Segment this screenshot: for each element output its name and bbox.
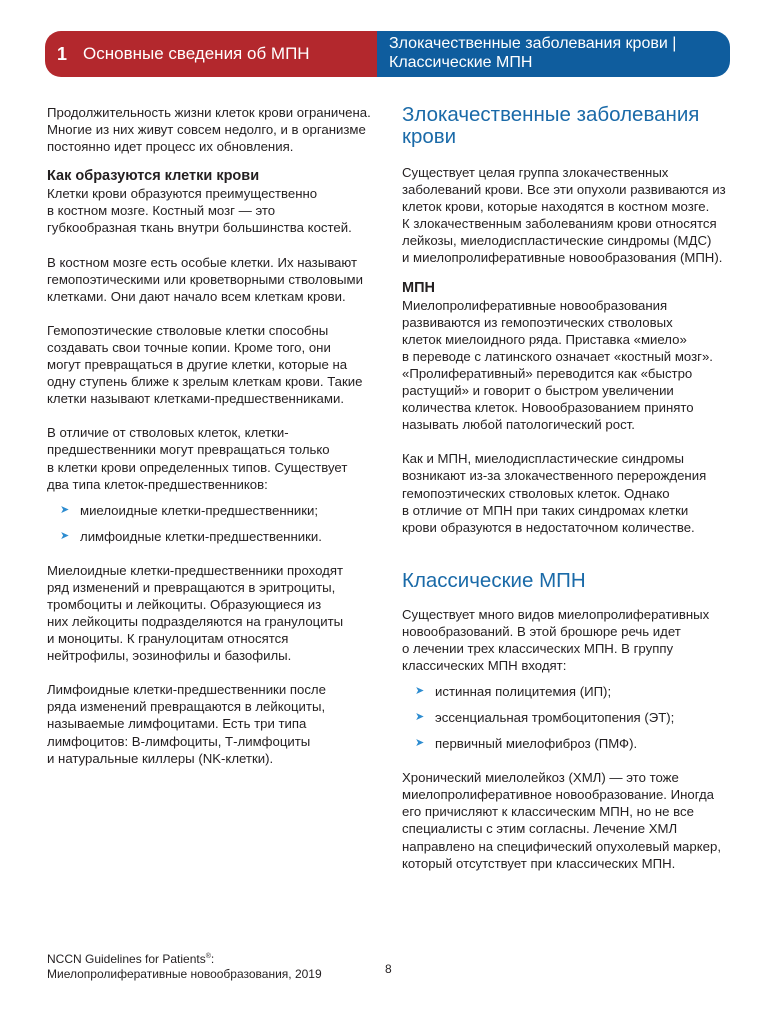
chevron-right-icon: ➤	[415, 737, 425, 750]
text-line: специалисты с этим согласны. Лечение ХМЛ	[402, 821, 678, 837]
paragraph	[47, 424, 372, 492]
text-line: создавать свои точные копии. Кроме того, они	[47, 339, 331, 355]
text-line: Существует целая группа злокачественных	[402, 165, 669, 180]
section-title-line: Злокачественные заболевания крови |	[389, 35, 677, 52]
footer-guideline-title	[47, 952, 214, 966]
left-column	[47, 104, 372, 767]
chevron-right-icon: ➤	[60, 503, 70, 516]
text-line: о лечении трех классических МПН. В группу	[402, 640, 674, 656]
list-item	[402, 735, 737, 752]
text-line: называемые лимфоцитами. Есть три типа	[47, 716, 307, 732]
page-number: 8	[385, 962, 392, 976]
section-header	[377, 31, 730, 77]
paragraph	[47, 322, 372, 407]
text-line: в отличие от МПН при таких синдромах клетки	[402, 502, 689, 518]
classic-mpn-list	[402, 683, 737, 752]
chevron-right-icon: ➤	[60, 529, 70, 542]
list-item-text: эссенциальная тромбоцитопения (ЭТ);	[435, 710, 675, 726]
chapter-header	[45, 31, 377, 77]
list-item	[47, 528, 372, 545]
section-heading: Как образуются клетки крови	[47, 168, 260, 185]
text-line: Гемопоэтические стволовые клетки способны	[47, 322, 329, 338]
text-line: клетки называют клетками-предшественниками.	[47, 391, 344, 407]
text-line: в клетки крови определенных типов. Существует	[47, 459, 348, 475]
text-line: «Пролиферативный» переводится как «быстро	[402, 365, 693, 381]
text-line: В отличие от стволовых клеток, клетки-	[47, 425, 289, 441]
chapter-title: Основные сведения об МПН	[83, 44, 310, 63]
section-heading: Классические МПН	[402, 568, 586, 592]
paragraph	[47, 562, 372, 665]
text-line: В костном мозге есть особые клетки. Их называют	[47, 254, 358, 270]
text-line: направлено на специфический опухолевый маркер,	[402, 838, 721, 854]
text-line: клеток миелоидного ряда. Приставка «миело»	[402, 331, 687, 347]
footer-colon: :	[210, 952, 215, 966]
text-line: постоянно идет процесс их обновления.	[47, 139, 294, 155]
text-line: Как и МПН, миелодиспластические синдромы	[402, 451, 684, 467]
text-line: два типа клеток-предшественников:	[47, 476, 268, 492]
text-line: лимфоцитов: В-лимфоциты, Т-лимфоциты	[47, 733, 311, 749]
text-line: могут превращаться в другие клетки, которые на	[47, 357, 348, 373]
chevron-right-icon: ➤	[415, 711, 425, 724]
paragraph	[47, 681, 372, 766]
progenitor-list	[47, 502, 372, 545]
paragraph	[402, 297, 737, 434]
text-line: Существует много видов миелопролиферативных	[402, 606, 710, 622]
intro-paragraph	[47, 104, 372, 155]
text-line: и моноциты. К гранулоцитам относятся	[47, 631, 289, 647]
list-item	[47, 502, 372, 519]
text-line: в переводе с латинского означает «костный мозг».	[402, 348, 713, 364]
text-line: тромбоциты и лейкоциты. Образующиеся из	[47, 596, 322, 612]
subsection-heading: МПН	[402, 279, 435, 296]
footer	[47, 949, 322, 982]
text-line: возникают из-за злокачественного перерождения	[402, 468, 707, 484]
list-item-text: миелоидные клетки-предшественники;	[80, 502, 319, 518]
text-line: лейкозы, миелодиспластические синдромы (МДС)	[402, 233, 712, 249]
list-item-text: первичный миелофиброз (ПМФ).	[435, 736, 638, 752]
text-line: растущий» и говорит о быстром увеличении	[402, 383, 674, 399]
paragraph	[402, 606, 737, 674]
section-title-line: Классические МПН	[389, 54, 533, 71]
list-item	[402, 709, 737, 726]
text-line: заболеваний крови. Все эти опухоли развиваются из	[402, 182, 726, 198]
text-line: ряда изменений превращаются в лейкоциты,	[47, 699, 326, 715]
paragraph	[47, 185, 372, 236]
text-line: гемопоэтических стволовых клеток. Однако	[402, 485, 670, 501]
paragraph	[47, 254, 372, 305]
text-line: новообразований. В этой брошюре речь идет	[402, 623, 681, 639]
text-line: количества клеток. Новообразованием принято	[402, 400, 694, 416]
heading-line: Злокачественные заболевания	[402, 103, 700, 126]
paragraph	[402, 450, 737, 535]
text-line: миелопролиферативное новообразование. Иногда	[402, 787, 714, 803]
text-line: в костном мозге. Костный мозг — это	[47, 203, 276, 219]
text-line: предшественники могут превращаться только	[47, 442, 330, 458]
heading-line: крови	[402, 125, 457, 148]
text-line: одну ступень ближе к зрелым клеткам крови. Такие	[47, 374, 363, 390]
text-line: Многие из них живут совсем недолго, и в организме	[47, 122, 366, 138]
chapter-number: 1	[57, 43, 68, 64]
text-line: который отсутствует при классических МПН.	[402, 855, 676, 871]
text-line: К злокачественным заболеваниям крови относятся	[402, 216, 717, 232]
list-item-text: истинная полицитемия (ИП);	[435, 684, 612, 700]
text-line: крови образуются в недостаточном количестве.	[402, 519, 695, 535]
list-item	[402, 683, 737, 700]
footer-subtitle: Миелопролиферативные новообразования, 2019	[47, 967, 322, 981]
text-line: губкообразная ткань внутри большинства костей.	[47, 220, 352, 236]
text-line: Хронический миелолейкоз (ХМЛ) — это тоже	[402, 770, 679, 786]
list-item-text: лимфоидные клетки-предшественники.	[80, 528, 322, 544]
text-line: Миелопролиферативные новообразования	[402, 297, 668, 313]
text-line: Лимфоидные клетки-предшественники после	[47, 682, 326, 698]
text-line: гемопоэтическими или кроветворными стволовыми	[47, 271, 363, 287]
paragraph	[402, 769, 737, 872]
text-line: Миелоидные клетки-предшественники проходят	[47, 562, 344, 578]
text-line: классических МПН входят:	[402, 658, 567, 674]
paragraph	[402, 164, 737, 267]
footer-line: NCCN Guidelines for Patients	[47, 952, 206, 966]
right-column	[402, 104, 737, 872]
registered-mark: ®	[205, 953, 211, 960]
section-heading	[402, 104, 737, 148]
text-line: нейтрофилы, эозинофилы и базофилы.	[47, 648, 292, 664]
chevron-right-icon: ➤	[415, 685, 425, 698]
text-line: Клетки крови образуются преимущественно	[47, 186, 318, 202]
text-line: них лейкоциты подразделяются на гранулоциты	[47, 613, 344, 629]
text-line: его причисляют к классическим МПН, но не все	[402, 804, 694, 820]
text-line: развиваются из гемопоэтических стволовых	[402, 314, 673, 330]
text-line: клеток крови, которые находятся в костном мозге.	[402, 199, 710, 215]
text-line: Продолжительность жизни клеток крови ограничена.	[47, 105, 371, 120]
text-line: и миелопролиферативные новообразования (МПН).	[402, 250, 723, 266]
text-line: называть любой патологический рост.	[402, 417, 635, 433]
text-line: клетками. Они дают начало всем клеткам крови.	[47, 288, 346, 304]
text-line: ряд изменений и превращаются в эритроциты,	[47, 579, 336, 595]
text-line: и натуральные киллеры (NK-клетки).	[47, 750, 274, 766]
